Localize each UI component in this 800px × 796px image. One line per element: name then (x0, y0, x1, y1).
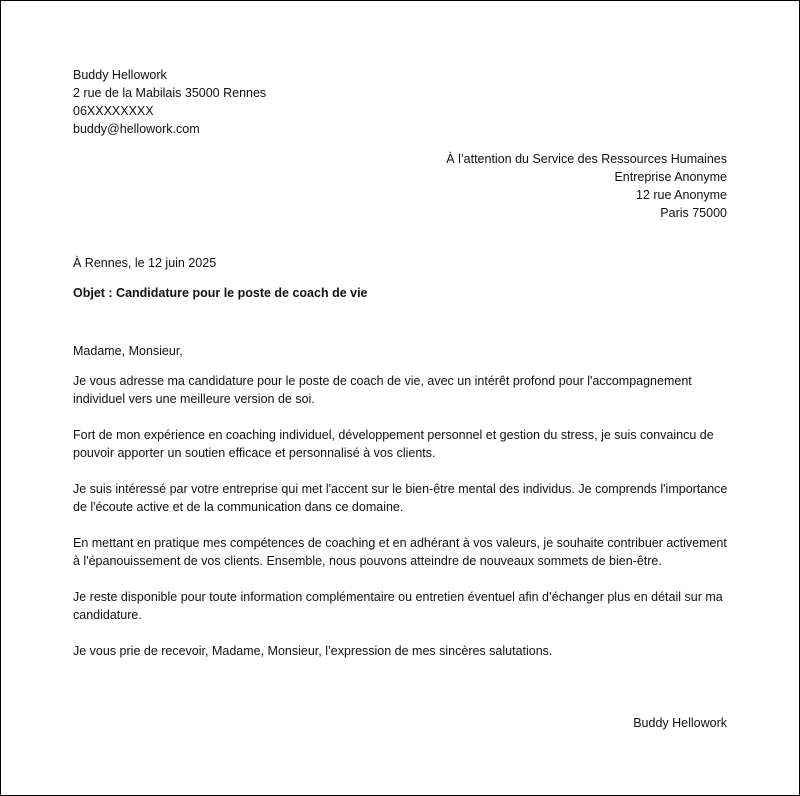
date-line: À Rennes, le 12 juin 2025 (73, 256, 217, 270)
paragraph-experience: Fort de mon expérience en coaching individuel, développement personnel et gestion du stress, je suis convaincu de pouvoir apporter un soutien efficace et personnalisé à vos clients. (73, 428, 714, 460)
recipient-company: Entreprise Anonyme (614, 170, 727, 184)
paragraph-contribution: En mettant en pratique mes compétences de coaching et en adhérant à vos valeurs, je souhaite contribuer activement à l'épanouissement de vos clients. Ensemble, nous pouvons atteindre de nouveaux sommets de bien-être. (73, 536, 727, 568)
paragraph-interest: Je suis intéressé par votre entreprise qui met l'accent sur le bien-être mental des individus. Je comprends l'importance de l'écoute active et de la communication dans ce domaine. (73, 482, 728, 514)
sender-phone: 06XXXXXXXX (73, 104, 154, 118)
recipient-city: Paris 75000 (660, 206, 727, 220)
sender-block (73, 66, 266, 138)
signature: Buddy Hellowork (633, 716, 727, 730)
sender-name: Buddy Hellowork (73, 68, 167, 82)
recipient-attention: À l’attention du Service des Ressources Humaines (446, 152, 727, 166)
sender-address: 2 rue de la Mabilais 35000 Rennes (73, 86, 267, 100)
recipient-block (446, 150, 727, 222)
paragraph-availability: Je reste disponible pour toute information complémentaire ou entretien éventuel afin d’échanger plus en détail sur ma candidature. (73, 590, 723, 622)
paragraph-closing: Je vous prie de recevoir, Madame, Monsieur, l’expression de mes sincères salutations. (73, 644, 553, 658)
paragraph-intro: Je vous adresse ma candidature pour le poste de coach de vie, avec un intérêt profond pour l'accompagnement individuel vers une meilleure version de soi. (73, 374, 692, 406)
letter-body (73, 372, 729, 678)
greeting: Madame, Monsieur, (73, 344, 183, 358)
recipient-street: 12 rue Anonyme (635, 188, 727, 202)
subject-line: Objet : Candidature pour le poste de coach de vie (73, 286, 368, 300)
sender-email: buddy@hellowork.com (73, 122, 200, 136)
